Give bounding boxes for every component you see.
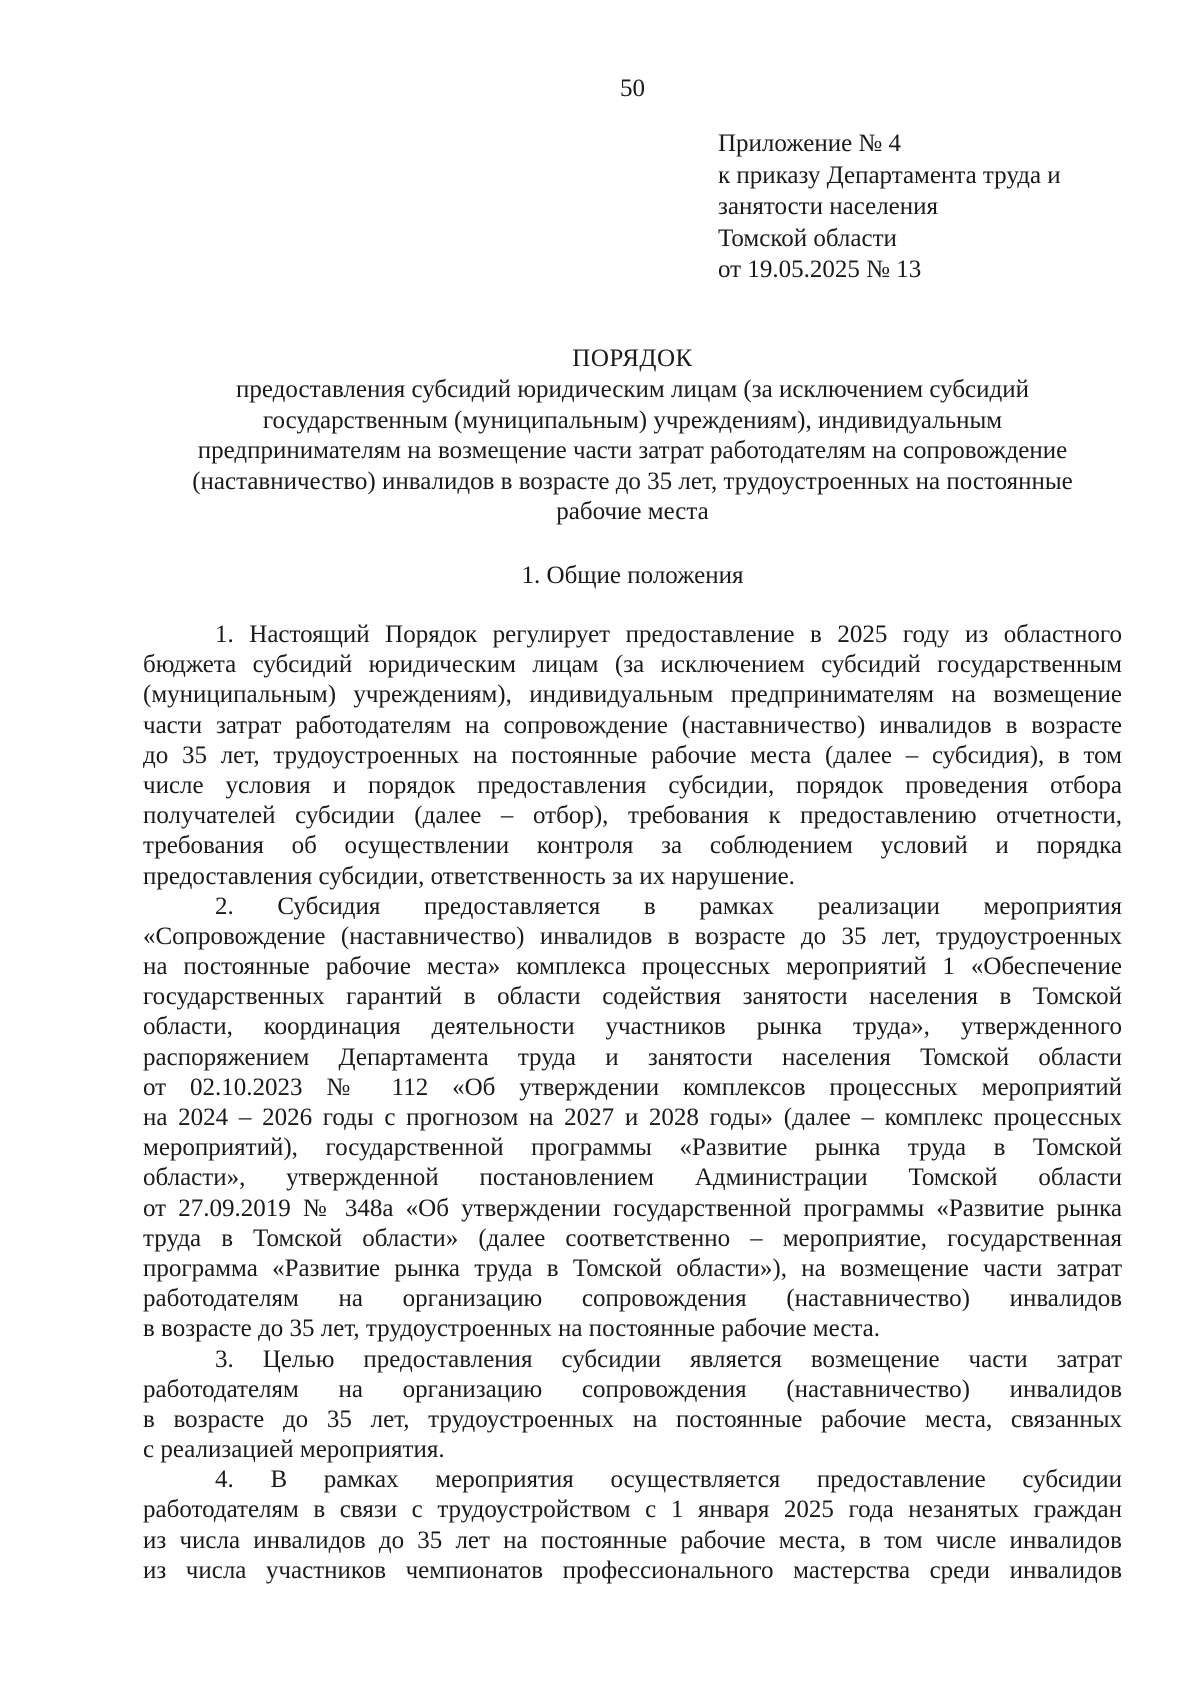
paragraph-line: на 2024 – 2026 годы с прогнозом на 2027 и 2028 годы» (далее – комплекс процессных	[143, 1104, 1122, 1131]
appendix-reference	[718, 128, 1061, 286]
subtitle-line: предпринимателям на возмещение части затрат работодателям на сопровождение	[197, 437, 1068, 464]
appendix-line: Томской области	[718, 224, 897, 252]
paragraph-line: предоставления субсидии, ответственность за их нарушение.	[143, 862, 795, 890]
appendix-line: занятости населения	[718, 193, 939, 220]
paragraph-line: программа «Развитие рынка труда в Томской области»), на возмещение части затрат	[143, 1254, 1122, 1282]
paragraph-line: с реализацией мероприятия.	[143, 1436, 445, 1464]
paragraph-line: требования об осуществлении контроля за соблюдением условий и порядка	[143, 832, 1122, 860]
appendix-line: Приложение № 4	[718, 130, 902, 157]
paragraph-line: 3. Целью предоставления субсидии является возмещение части затрат	[215, 1345, 1122, 1373]
body-text	[143, 620, 1122, 1586]
page-number: 50	[620, 75, 645, 102]
paragraph-line: до 35 лет, трудоустроенных на постоянные рабочие места (далее – субсидия), в том	[143, 741, 1122, 769]
paragraph	[143, 892, 1122, 1345]
subtitle-line: государственным (муниципальным) учреждениям), индивидуальным	[262, 406, 1003, 434]
paragraph-line: «Сопровождение (наставничество) инвалидов в возрасте до 35 лет, трудоустроенных	[143, 922, 1122, 950]
subtitle-line: предоставления субсидий юридическим лицам (за исключением субсидий	[236, 376, 1029, 403]
document-title: ПОРЯДОК	[572, 345, 693, 372]
subtitle-line: рабочие места	[556, 498, 709, 525]
paragraph	[143, 1465, 1122, 1586]
subtitle-line: (наставничество) инвалидов в возрасте до 35 лет, трудоустроенных на постоянные	[192, 467, 1073, 495]
paragraph-line: части затрат работодателям на сопровождение (наставничество) инвалидов в возрасте	[143, 711, 1122, 739]
paragraph	[143, 620, 1122, 892]
paragraph-line: на постоянные рабочие места» комплекса процессных мероприятий 1 «Обеспечение	[143, 953, 1122, 981]
document-subtitle	[140, 375, 1125, 528]
paragraph-line: от 02.10.2023 № 112 «Об утверждении комплексов процессных мероприятий	[143, 1073, 1122, 1101]
paragraph-line: (муниципальным) учреждениям), индивидуальным предпринимателям на возмещение	[143, 681, 1122, 709]
paragraph-line: государственных гарантий в области содействия занятости населения в Томской	[143, 983, 1122, 1011]
paragraph	[143, 1345, 1122, 1466]
appendix-line: к приказу Департамента труда и	[718, 161, 1061, 189]
paragraph-line: мероприятий), государственной программы «Развитие рынка труда в Томской	[143, 1134, 1122, 1162]
paragraph-line: работодателям на организацию сопровождения (наставничество) инвалидов	[143, 1285, 1122, 1313]
paragraph-line: бюджета субсидий юридическим лицам (за исключением субсидий государственным	[143, 651, 1122, 679]
paragraph-line: от 27.09.2019 № 348а «Об утверждении государственной программы «Развитие рынка	[143, 1194, 1122, 1222]
paragraph-line: числе условия и порядок предоставления субсидии, порядок проведения отбора	[143, 771, 1122, 799]
paragraph-line: из числа инвалидов до 35 лет на постоянные рабочие места, в том числе инвалидов	[143, 1526, 1122, 1554]
paragraph-line: работодателям в связи с трудоустройством с 1 января 2025 года незанятых граждан	[143, 1496, 1122, 1524]
paragraph-line: 2. Субсидия предоставляется в рамках реализации мероприятия	[215, 892, 1122, 920]
section-heading: 1. Общие положения	[521, 562, 744, 589]
paragraph-line: области, координация деятельности участников рынка труда», утвержденного	[143, 1013, 1122, 1041]
paragraph-line: 1. Настоящий Порядок регулирует предоставление в 2025 году из областного	[215, 621, 1122, 648]
paragraph-line: из числа участников чемпионатов профессионального мастерства среди инвалидов	[143, 1556, 1122, 1584]
paragraph-line: области», утвержденной постановлением Администрации Томской области	[143, 1164, 1122, 1192]
paragraph-line: в возрасте до 35 лет, трудоустроенных на постоянные рабочие места, связанных	[143, 1405, 1122, 1433]
appendix-line: от 19.05.2025 № 13	[718, 256, 922, 283]
paragraph-line: работодателям на организацию сопровождения (наставничество) инвалидов	[143, 1375, 1122, 1403]
paragraph-line: 4. В рамках мероприятия осуществляется предоставление субсидии	[215, 1466, 1122, 1494]
paragraph-line: труда в Томской области» (далее соответственно – мероприятие, государственная	[143, 1224, 1122, 1252]
paragraph-line: распоряжением Департамента труда и занятости населения Томской области	[143, 1043, 1122, 1071]
paragraph-line: в возрасте до 35 лет, трудоустроенных на постоянные рабочие места.	[143, 1315, 881, 1343]
paragraph-line: получателей субсидии (далее – отбор), требования к предоставлению отчетности,	[143, 802, 1122, 830]
